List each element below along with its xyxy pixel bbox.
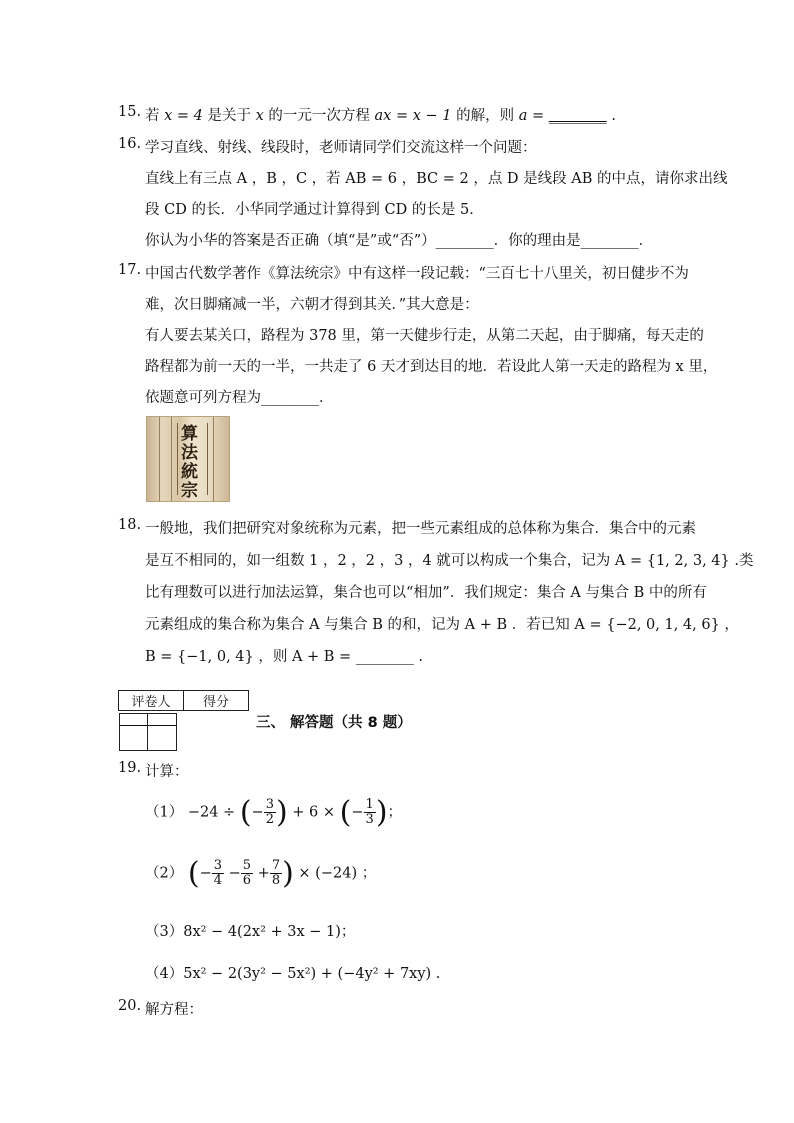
fraction: $\frac{7}{8}$	[271, 858, 281, 888]
score-table	[118, 690, 249, 727]
question-number: 17.	[118, 262, 142, 278]
question-18-line: 比有理数可以进行加法运算，集合也可以“相加”．我们规定：集合 A 与集合 B 中的所有	[145, 585, 707, 601]
section-heading: 三、 解答题（共 8 题）	[256, 715, 412, 731]
question-17-line: 中国古代数学著作《算法统宗》中有这样一段记载：“三百七十八里关，初日健步不为	[145, 266, 689, 282]
fraction: $\frac{1}{3}$	[365, 797, 374, 827]
score-header: 得分	[184, 691, 249, 711]
question-16-line: 段 CD 的长．小华同学通过计算得到 CD 的长是 5．	[145, 202, 484, 218]
fraction: $\frac{5}{6}$	[242, 858, 252, 888]
fraction: $\frac{3}{4}$	[213, 858, 222, 888]
book-title: 算法統宗	[181, 424, 198, 501]
grader-cell	[119, 713, 148, 750]
question-17-line: 依题意可列方程为________．	[145, 390, 334, 406]
question-18-line: 是互不相同的，如一组数 1 ，2 ，2 ，3 ，4 就可以构成一个集合，记为 A = {1, 2, 3, 4} .类	[145, 553, 754, 569]
calc-part-4: （4）5x² − 2(3y² − 5x²) + (−4y² + 7xy) .	[145, 966, 441, 982]
question-20-title: 解方程：	[145, 1002, 203, 1018]
question-17-line: 有人要去某关口，路程为 378 里，第一天健步行走，从第二天起，由于脚痛，每天走的	[145, 328, 704, 344]
question-16-line: 学习直线、射线、线段时，老师请同学们交流这样一个问题：	[145, 140, 537, 156]
question-number: 18.	[118, 517, 142, 533]
calc-part-1: （1） −24 ÷ (− $\frac{3}{2}$ ) + 6 × (− $\frac{1}{3}$ )；	[145, 795, 403, 830]
book-cover-image	[146, 416, 230, 502]
calc-part-2: （2） (− $\frac{3}{4}$ − $\frac{5}{6}$ + $\frac{7}{8}$ ) × (−24) ；	[145, 856, 377, 891]
question-17-line: 难，次日脚痛减一半，六朝才得到其关．”其大意是：	[145, 297, 479, 313]
fraction: $\frac{3}{2}$	[265, 797, 274, 827]
question-16-line: 你认为小华的答案是否正确（填“是”或“否”）________．你的理由是________．	[145, 233, 654, 249]
question-number: 20.	[118, 998, 142, 1014]
question-17-line: 路程都为前一天的一半，一共走了 6 天才到达目的地．若设此人第一天走的路程为 x 里，	[145, 359, 718, 375]
question-18-line: 一般地，我们把研究对象统称为元素，把一些元素组成的总体称为集合．集合中的元素	[145, 521, 696, 537]
question-number: 16.	[118, 136, 142, 152]
question-15-text: 若 x = 4 是关于 x 的一元一次方程 ax = x − 1 的解，则 a = ________ .	[145, 108, 616, 124]
question-number: 15.	[118, 104, 142, 120]
question-19-title: 计算：	[145, 764, 189, 780]
question-number: 19.	[118, 760, 142, 776]
question-18-line: 元素组成的集合称为集合 A 与集合 B 的和，记为 A + B ．若已知 A = {−2, 0, 1, 4, 6} ，	[145, 617, 739, 633]
grader-header: 评卷人	[119, 691, 184, 711]
question-16-line: 直线上有三点 A ，B ，C ，若 AB = 6 ，BC = 2 ，点 D 是线段 AB 的中点，请你求出线	[145, 171, 728, 187]
score-cell	[148, 713, 177, 750]
calc-part-3: （3）8x² − 4(2x² + 3x − 1)；	[145, 924, 356, 940]
question-18-line: B = {−1, 0, 4} ，则 A + B = ________ .	[145, 649, 424, 665]
